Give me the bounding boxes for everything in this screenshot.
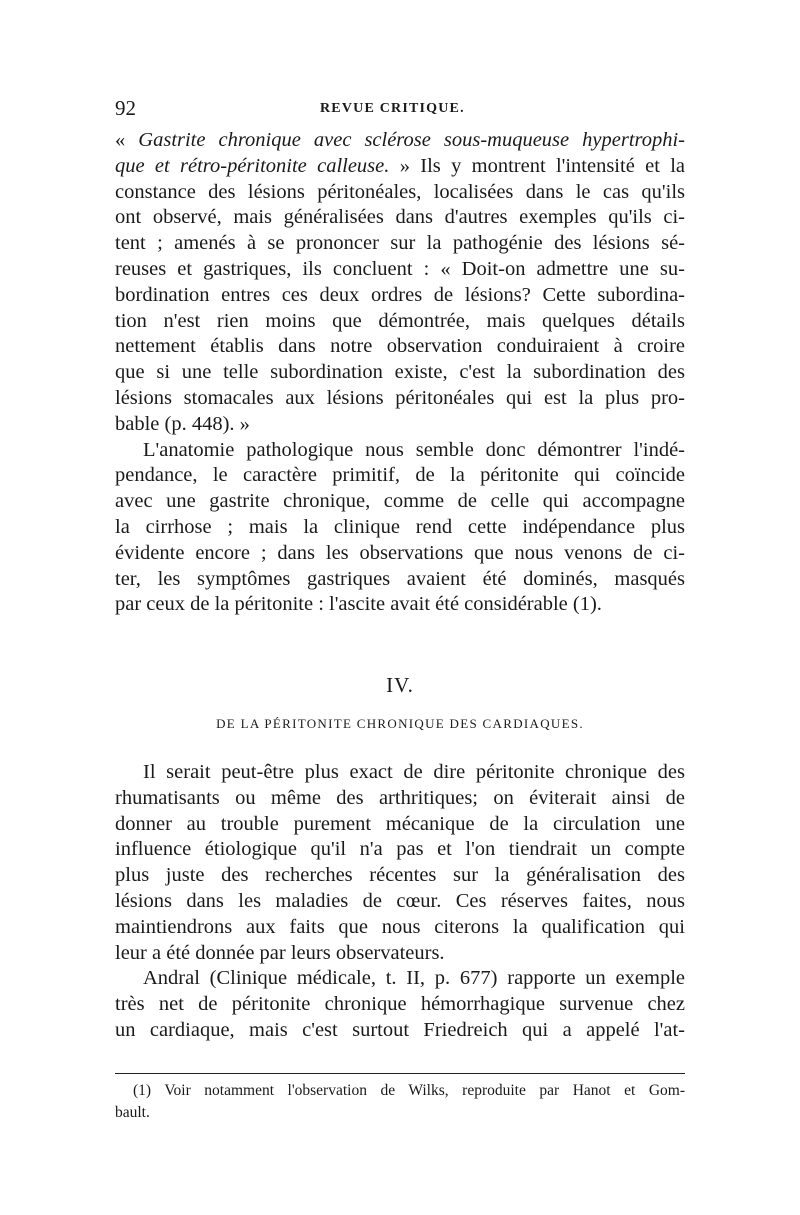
text-line: tent ; amenés à se prononcer sur la pathogénie des lésions sé- <box>115 232 685 255</box>
footnote-line: (1) Voir notamment l'observation de Wilks, reproduite par Hanot et Gom- <box>133 1082 685 1099</box>
text-line: ont observé, mais généralisées dans d'autres exemples qu'ils ci- <box>115 206 685 229</box>
text-line: L'anatomie pathologique nous semble donc démontrer l'indé- <box>143 438 685 461</box>
body-text-bottom <box>115 760 685 1044</box>
page-header <box>115 96 685 124</box>
text-line: maintiendrons aux faits que nous citerons la qualification qui <box>115 915 685 938</box>
text-line: nettement établis dans notre observation conduiraient à croire <box>115 335 685 358</box>
text-line: évidente encore ; dans les observations que nous venons de ci- <box>115 541 685 564</box>
section-title: DE LA PÉRITONITE CHRONIQUE DES CARDIAQUES. <box>216 716 584 731</box>
text-line: un cardiaque, mais c'est surtout Friedreich qui a appelé l'at- <box>115 1018 685 1041</box>
text-fragment: » Ils y montrent l'intensité et la <box>389 154 685 177</box>
quote-mark: « <box>115 129 139 151</box>
text-line: plus juste des recherches récentes sur la généralisation des <box>115 864 685 887</box>
text-line: lésions stomacales aux lésions péritonéales qui est la plus pro- <box>115 386 685 409</box>
text-line <box>115 128 685 154</box>
text-line: pendance, le caractère primitif, de la péritonite qui coïncide <box>115 464 685 487</box>
text-line: par ceux de la péritonite : l'ascite avait été considérable (1). <box>115 593 602 616</box>
quote-title-italic: Gastrite chronique avec sclérose sous-muqueuse hypertrophi- <box>138 129 686 151</box>
text-line: ter, les symptômes gastriques avaient été dominés, masqués <box>115 567 685 590</box>
text-line: bable (p. 448). » <box>115 412 250 435</box>
text-line: avec une gastrite chronique, comme de celle qui accompagne <box>115 490 685 513</box>
footnote-separator-rule <box>115 1073 685 1074</box>
text-line: très net de péritonite chronique hémorrhagique survenue chez <box>115 993 685 1016</box>
text-line <box>115 154 685 180</box>
text-line: Andral (Clinique médicale, t. II, p. 677) rapporte un exemple <box>143 967 685 990</box>
text-line: donner au trouble purement mécanique de la circulation une <box>115 812 685 835</box>
running-title: REVUE CRITIQUE. <box>320 101 465 116</box>
quote-title-italic: que et rétro-péritonite calleuse. <box>115 154 390 177</box>
body-text-top <box>115 128 685 618</box>
text-line: lésions dans les maladies de cœur. Ces réserves faites, nous <box>115 889 685 912</box>
text-line: la cirrhose ; mais la clinique rend cette indépendance plus <box>115 515 685 538</box>
text-line: tion n'est rien moins que démontrée, mais quelques détails <box>115 309 685 332</box>
footnote <box>115 1080 685 1124</box>
text-line: rhumatisants ou même des arthritiques; on éviterait ainsi de <box>115 786 685 809</box>
text-line: influence étiologique qu'il n'a pas et l'on tiendrait un compte <box>115 838 685 861</box>
text-line: Il serait peut-être plus exact de dire péritonite chronique des <box>143 761 685 783</box>
text-line: leur a été donnée par leurs observateurs. <box>115 941 445 964</box>
text-line: constance des lésions péritonéales, localisées dans le cas qu'ils <box>115 180 685 203</box>
page-number: 92 <box>115 96 136 120</box>
footnote-line: bault. <box>115 1104 150 1121</box>
text-line: reuses et gastriques, ils concluent : « Doit-on admettre une su- <box>115 257 685 280</box>
text-line: bordination entres ces deux ordres de lésions? Cette subordina- <box>115 283 685 306</box>
section-numeral: IV. <box>386 673 414 697</box>
text-line: que si une telle subordination existe, c'est la subordination des <box>115 361 685 384</box>
